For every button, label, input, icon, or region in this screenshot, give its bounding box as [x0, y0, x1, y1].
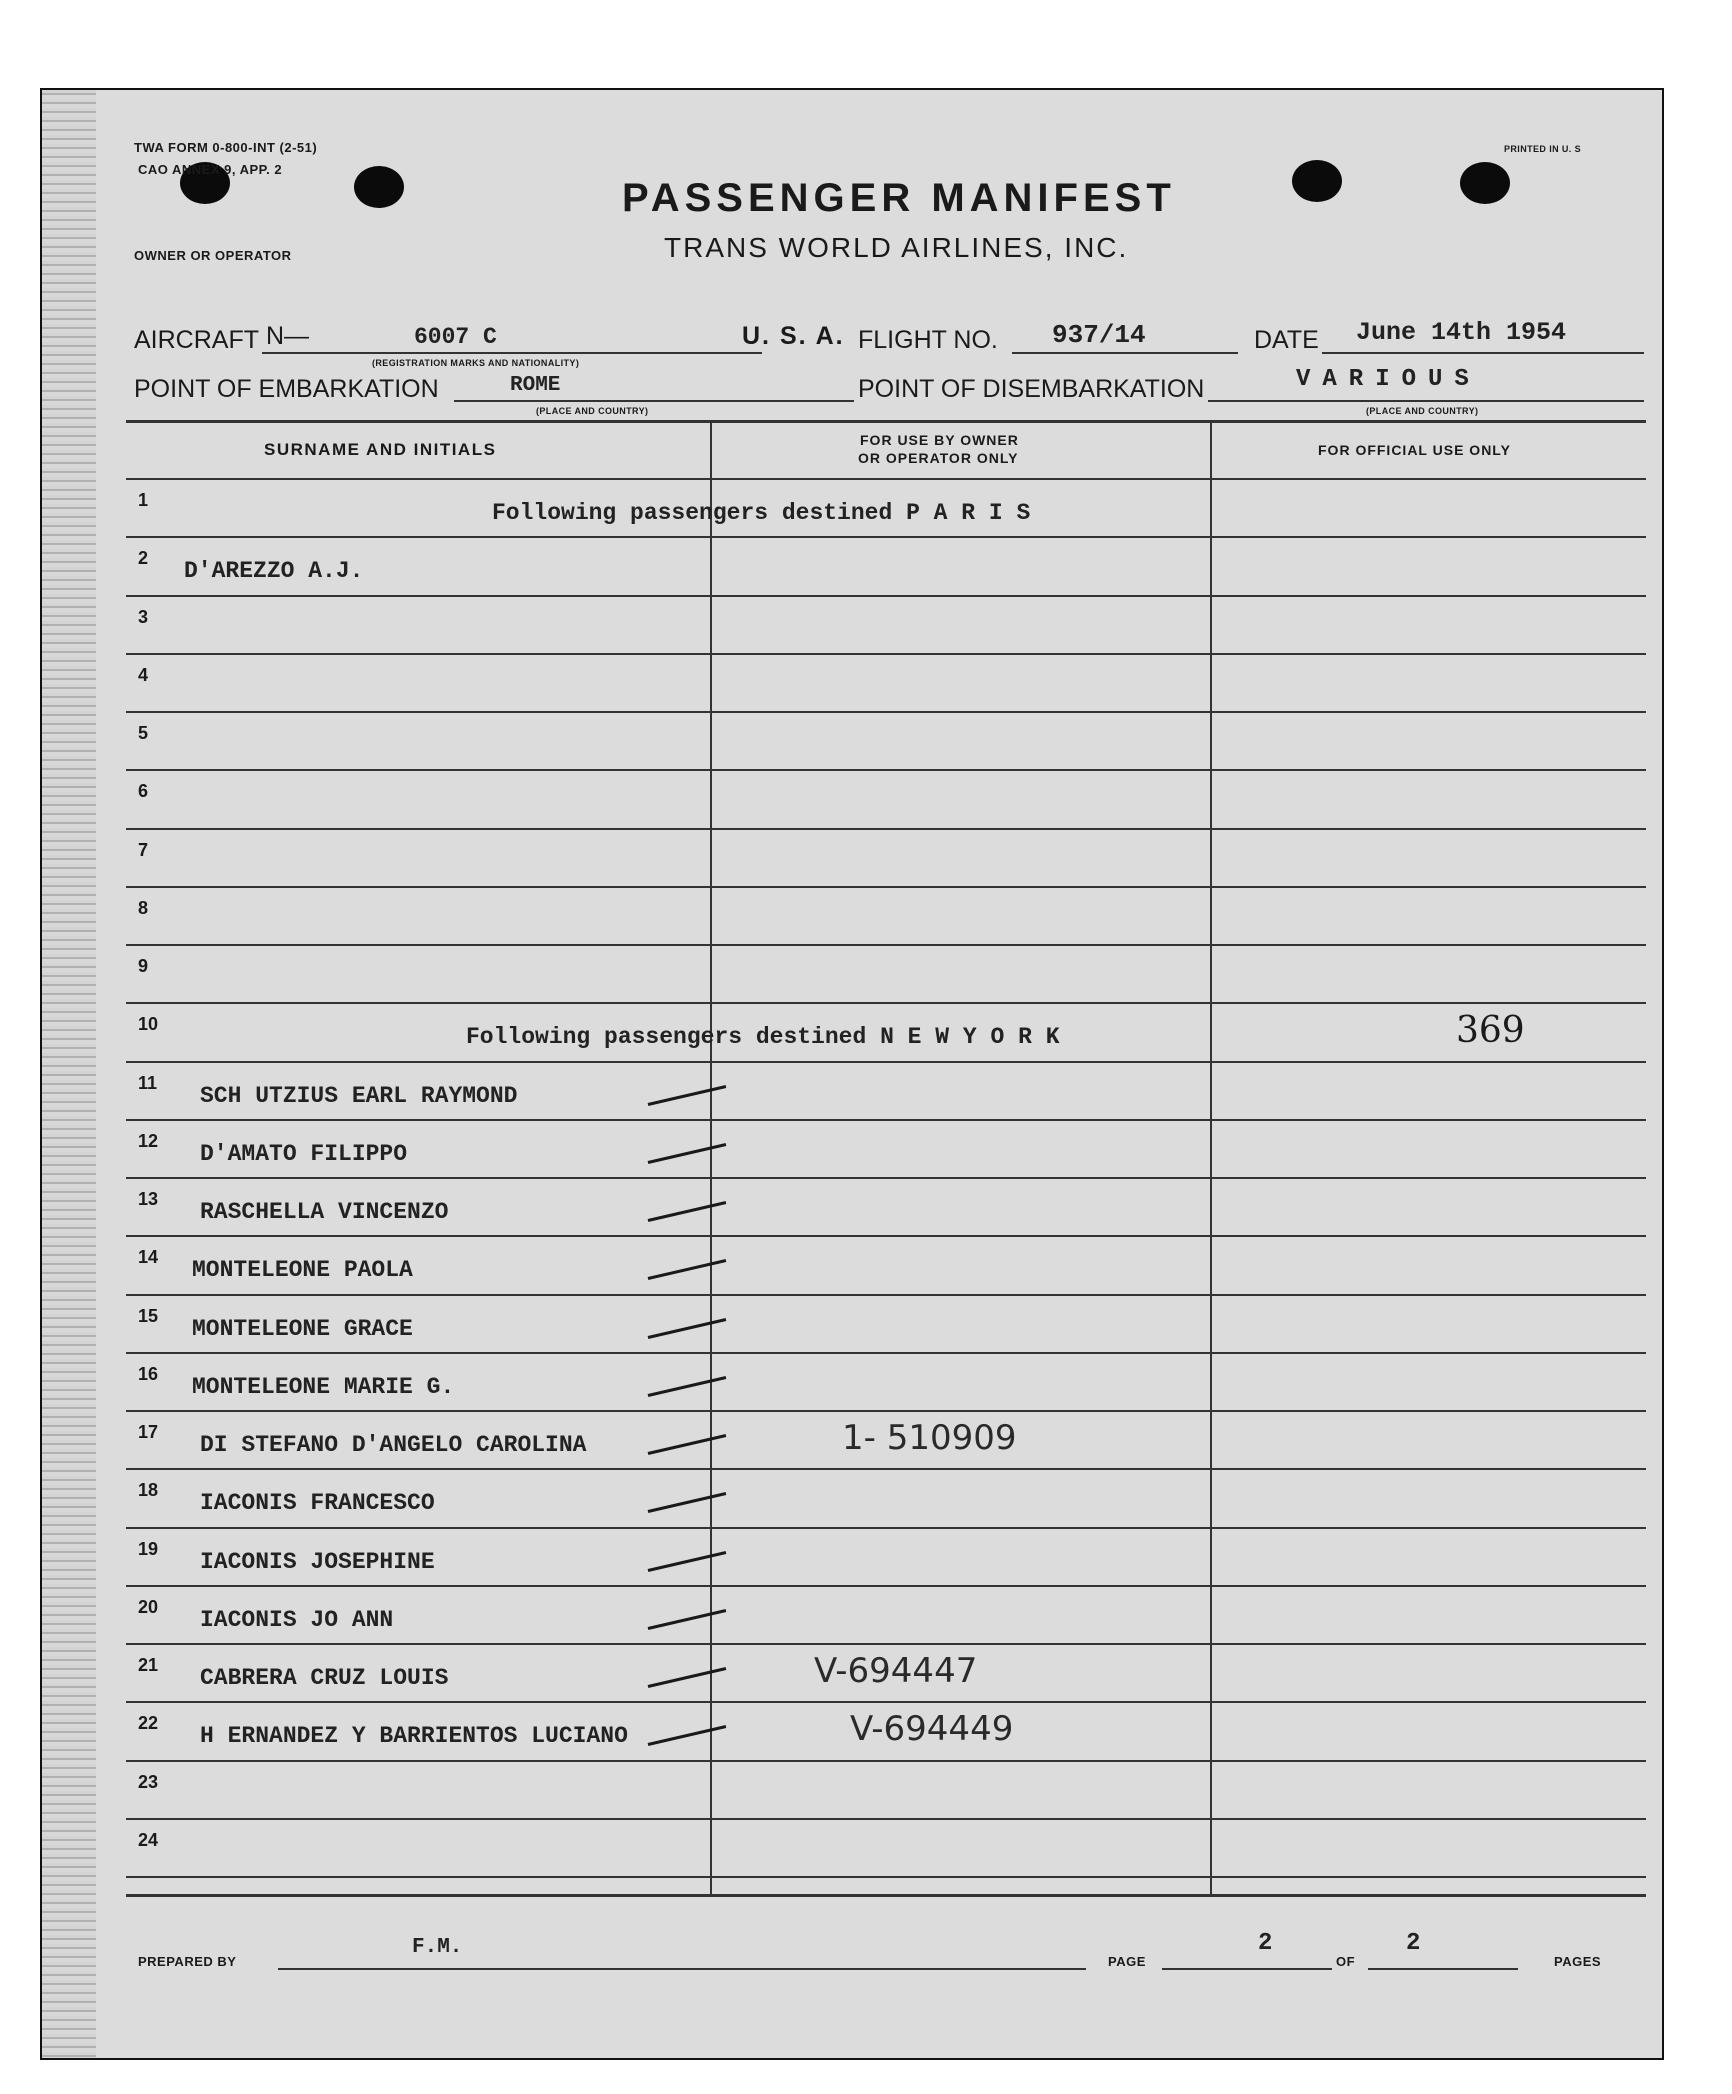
official-number: 369 [1456, 1010, 1525, 1052]
embarkation-value: ROME [510, 374, 561, 397]
aircraft-label: AIRCRAFT [134, 326, 259, 354]
row-number: 14 [138, 1247, 159, 1268]
check-mark [648, 1201, 727, 1222]
destination-heading: Following passengers destined N E W Y O R K [466, 1024, 1060, 1051]
row-number: 4 [138, 664, 149, 685]
passenger-name: DI STEFANO D'ANGELO CAROLINA [200, 1432, 587, 1458]
flight-no-value: 937/14 [1052, 320, 1146, 350]
disembarkation-label: POINT OF DISEMBARKATION [858, 375, 1205, 403]
row-number: 16 [138, 1363, 159, 1384]
aircraft-value: 6007 C [414, 324, 497, 350]
row-number: 19 [138, 1538, 159, 1559]
disembarkation-caption: (PLACE AND COUNTRY) [1366, 406, 1479, 416]
row-number: 24 [138, 1829, 159, 1850]
row-number: 3 [138, 606, 149, 627]
date-value: June 14th 1954 [1356, 318, 1567, 347]
passenger-name: D'AREZZO A.J. [184, 558, 364, 585]
row-number: 9 [138, 956, 149, 976]
handwritten-number: V-694449 [850, 1709, 1014, 1750]
country-label: U. S. A. [742, 322, 845, 350]
passenger-name: RASCHELLA VINCENZO [200, 1199, 449, 1225]
row-number: 23 [138, 1771, 159, 1792]
form-id: TWA FORM 0-800-INT (2-51) [134, 140, 318, 155]
row-number: 22 [138, 1713, 159, 1734]
column-official: FOR OFFICIAL USE ONLY [1318, 442, 1511, 458]
check-mark [648, 1085, 727, 1106]
row-number: 8 [138, 897, 149, 918]
check-mark [648, 1318, 727, 1339]
row-number: 10 [138, 1014, 159, 1035]
row-number: 21 [138, 1655, 159, 1675]
pages-label: PAGES [1554, 1954, 1602, 1969]
check-mark [648, 1492, 727, 1513]
check-mark [648, 1434, 727, 1455]
row-number: 17 [138, 1422, 159, 1442]
destination-heading: Following passengers destined P A R I S [492, 500, 1031, 526]
passenger-name: MONTELEONE PAOLA [192, 1257, 413, 1284]
row-number: 18 [138, 1480, 159, 1501]
passenger-name: IACONIS FRANCESCO [200, 1490, 435, 1517]
embarkation-label: POINT OF EMBARKATION [134, 375, 439, 403]
row-number: 5 [138, 723, 149, 743]
manifest-page [40, 88, 1664, 2060]
punch-hole [354, 166, 404, 208]
aircraft-prefix: N— [266, 322, 310, 350]
passenger-name: IACONIS JO ANN [200, 1606, 394, 1633]
column-surname: SURNAME AND INITIALS [264, 440, 497, 459]
column-owner-line1: FOR USE BY OWNER [860, 432, 1019, 448]
of-value: 2 [1406, 1930, 1421, 1957]
page-label: PAGE [1108, 1954, 1146, 1969]
of-label: OF [1336, 1954, 1356, 1969]
punch-hole [1460, 162, 1510, 204]
check-mark [648, 1376, 727, 1397]
row-number: 15 [138, 1305, 159, 1326]
passenger-name: H ERNANDEZ Y BARRIENTOS LUCIANO [200, 1723, 628, 1750]
passenger-name: D'AMATO FILIPPO [200, 1140, 408, 1167]
check-mark [648, 1143, 727, 1164]
row-number: 12 [138, 1130, 159, 1151]
check-mark [648, 1259, 727, 1280]
check-mark [648, 1551, 727, 1572]
row-number: 11 [138, 1072, 158, 1093]
passenger-name: CABRERA CRUZ LOUIS [200, 1665, 449, 1691]
row-number: 1 [138, 490, 149, 510]
check-mark [648, 1725, 727, 1746]
prepared-value: F.M. [412, 1936, 463, 1959]
row-number: 2 [138, 548, 149, 569]
row-number: 13 [138, 1189, 159, 1209]
prepared-label: PREPARED BY [138, 1954, 237, 1969]
page-value: 2 [1258, 1930, 1273, 1957]
disembarkation-value: VARIOUS [1296, 366, 1481, 393]
check-mark [648, 1609, 727, 1630]
printed-in: PRINTED IN U. S [1504, 144, 1582, 154]
passenger-name: MONTELEONE GRACE [192, 1315, 413, 1342]
passenger-name: IACONIS JOSEPHINE [200, 1548, 435, 1575]
passenger-name: SCH UTZIUS EARL RAYMOND [200, 1082, 518, 1109]
date-label: DATE [1254, 326, 1319, 354]
row-number: 20 [138, 1596, 159, 1617]
handwritten-number: V-694447 [814, 1651, 978, 1691]
row-number: 6 [138, 781, 149, 802]
punch-hole [1292, 160, 1342, 202]
passenger-name: MONTELEONE MARIE G. [192, 1373, 455, 1400]
flight-no-label: FLIGHT NO. [858, 326, 998, 354]
airline-name: TRANS WORLD AIRLINES, INC. [664, 232, 1129, 263]
handwritten-number: 1- 510909 [842, 1418, 1017, 1458]
owner-label: OWNER OR OPERATOR [134, 248, 292, 263]
check-mark [648, 1667, 727, 1688]
page-title: PASSENGER MANIFEST [622, 176, 1176, 220]
scanned-edge [42, 90, 96, 2058]
column-owner-line2: OR OPERATOR ONLY [858, 450, 1019, 466]
row-number: 7 [138, 839, 149, 860]
registration-caption: (REGISTRATION MARKS AND NATIONALITY) [372, 358, 580, 368]
embarkation-caption: (PLACE AND COUNTRY) [536, 406, 649, 416]
cao-reference: CAO ANNEX 9, APP. 2 [138, 162, 283, 177]
